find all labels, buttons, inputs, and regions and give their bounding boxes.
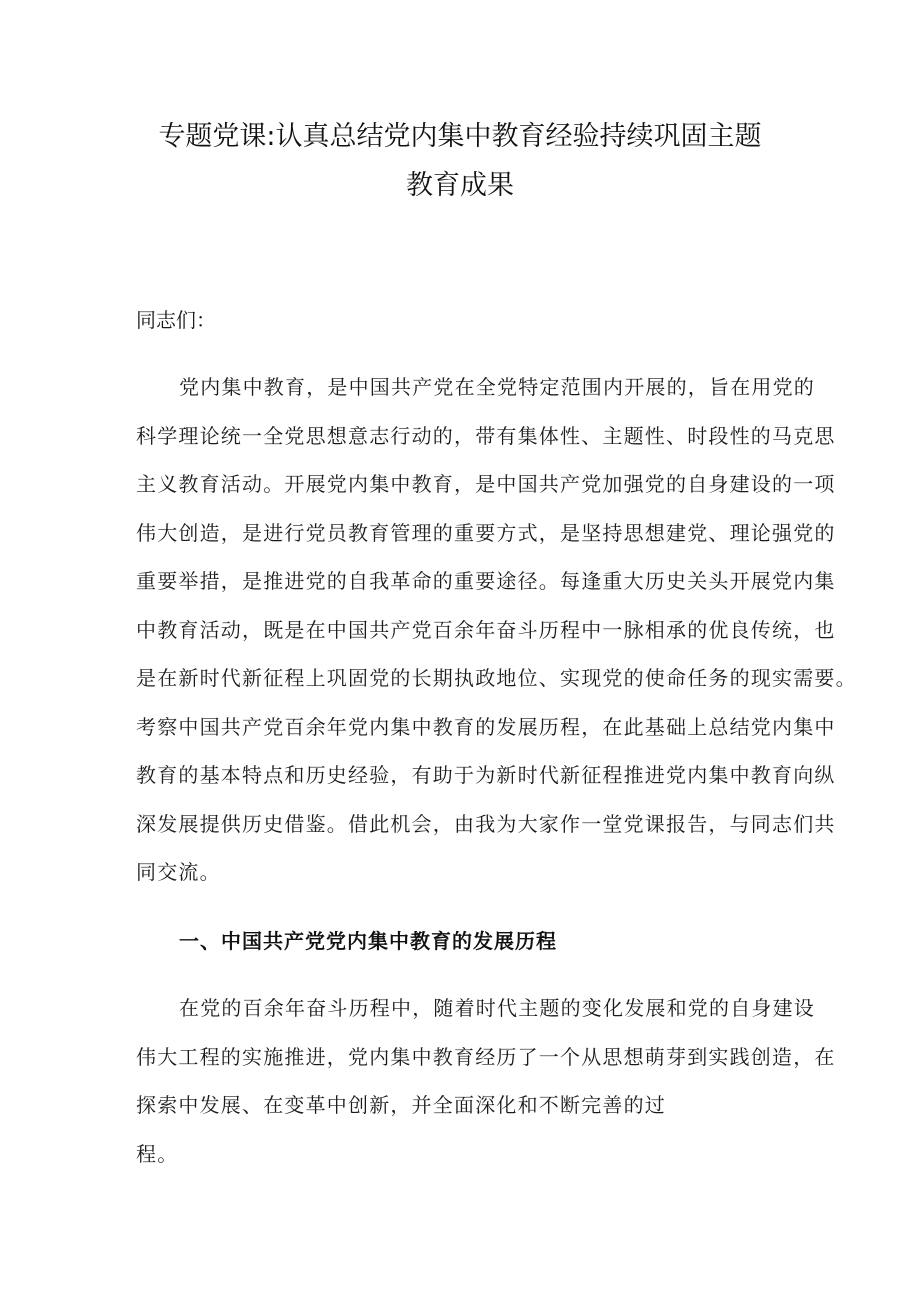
paragraph-line: 是在新时代新征程上巩固党的长期执政地位、实现党的使命任务的现实需要。 — [136, 666, 857, 690]
paragraph-section-1 — [136, 994, 836, 1188]
paragraph-line: 中教育活动，既是在中国共产党百余年奋斗历程中一脉相承的优良传统，也 — [136, 617, 836, 642]
paragraph-line: 重要举措，是推进党的自我革命的重要途径。每逢重大历史关头开展党内集 — [136, 569, 836, 593]
paragraph-line: 伟大创造，是进行党员教育管理的重要方式，是坚持思想建党、理论强党的 — [136, 520, 836, 545]
paragraph-line: 科学理论统一全党思想意志行动的，带有集体性、主题性、时段性的马克思 — [136, 423, 836, 448]
paragraph-line: 程。 — [136, 1141, 179, 1166]
paragraph-line: 探索中发展、在变革中创新，并全面深化和不断完善的过 — [136, 1093, 666, 1117]
paragraph-intro — [136, 373, 857, 907]
document-title-line-1: 专题党课:认真总结党内集中教育经验持续巩固主题 — [158, 121, 762, 152]
paragraph-line: 主义教育活动。开展党内集中教育，是中国共产党加强党的自身建设的一项 — [136, 472, 836, 496]
document-title-line-2: 教育成果 — [406, 170, 514, 201]
paragraph-line: 教育的基本特点和历史经验，有助于为新时代新征程推进党内集中教育向纵 — [136, 763, 836, 787]
paragraph-line: 深发展提供历史借鉴。借此机会，由我为大家作一堂党课报告，与同志们共 — [136, 811, 836, 836]
paragraph-line: 伟大工程的实施推进，党内集中教育经历了一个从思想萌芽到实践创造，在 — [136, 1044, 836, 1069]
greeting: 同志们： — [136, 308, 216, 332]
paragraph-line: 党内集中教育，是中国共产党在全党特定范围内开展的，旨在用党的 — [179, 375, 815, 399]
paragraph-line: 在党的百余年奋斗历程中，随着时代主题的变化发展和党的自身建设 — [179, 996, 815, 1020]
paragraph-line: 同交流。 — [136, 860, 221, 884]
paragraph-line: 考察中国共产党百余年党内集中教育的发展历程，在此基础上总结党内集中 — [136, 714, 836, 739]
section-heading: 一、中国共产党党内集中教育的发展历程 — [179, 929, 557, 953]
